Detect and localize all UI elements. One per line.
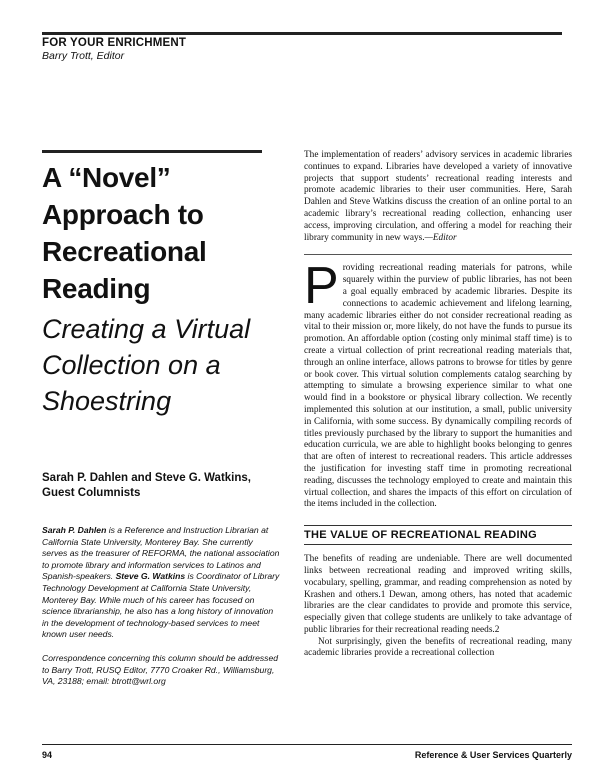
author-bio-text-2: is Coordinator of Library Technology Development at California State University, Monterey Bay. While much of his career has focused on science librarianship, he also has a long history of innovation in the development of technology-based services to meet known user needs. [42, 571, 280, 640]
page-footer [42, 744, 572, 760]
page-number: 94 [42, 750, 53, 760]
intro-separator [304, 254, 572, 255]
body-paragraph-2: The benefits of reading are undeniable. There are well documented links between recreational reading and improved writing skills, vocabulary, spelling, grammar, and reading comprehension as noted by Krashen and others.1 Dewan, among others, has noted that academic libraries are the clear candidates to provide and promote this service, especially given that college students are unlikely to take advantage of public libraries for their recreational reading needs.2 [304, 554, 572, 635]
journal-name: Reference & User Services Quarterly [414, 750, 572, 760]
author-bio [42, 525, 280, 641]
editor-intro-text: The implementation of readers’ advisory services in academic libraries continues to expand. Libraries have developed a variety of innovative projects that support students’ recreational reading interests and promote academic libraries to their user communities. Here, Sarah Dahlen and Steve Watkins discuss the creation of an online portal to an academic library’s recreational reading collection, enhancing user access, improving circulation, and offering a model for reaching their library community in new ways. [304, 150, 572, 243]
author-name-1: Sarah P. Dahlen [42, 525, 107, 535]
correspondence-note: Correspondence concerning this column should be addressed to Barry Trott, RUSQ Editor, 7770 Croaker Rd., Williamsburg, VA, 23188; email: btrott@wrl.org [42, 652, 278, 687]
drop-cap: P [304, 257, 339, 316]
title-rule [42, 150, 262, 153]
article-subtitle: Creating a Virtual Collection on a Shoestring [42, 314, 251, 416]
article-title: A “Novel” Approach to Recreational Reading [42, 162, 207, 304]
column-editor: Barry Trott, Editor [42, 50, 125, 62]
header-rule [42, 32, 562, 35]
editor-signature: —Editor [424, 232, 457, 243]
author-name-2: Steve G. Watkins [115, 571, 186, 582]
right-column [304, 150, 572, 660]
body-paragraph-3: Not surprisingly, given the benefits of recreational reading, many academic libraries provide a recreational collection [304, 636, 572, 659]
body-paragraph-1 [304, 257, 572, 511]
editor-intro [304, 150, 572, 244]
section-heading: THE VALUE OF RECREATIONAL READING [304, 525, 572, 545]
article-authors: Sarah P. Dahlen and Steve G. Watkins, Guest Columnists [42, 472, 251, 499]
author-bio-text-1: is a Reference and Instruction Librarian at California State University, Monterey Bay. She currently serves as the treasurer of REFORMA, the national association to promote library and information services to Latinos and Spanish-speakers. [42, 525, 280, 582]
left-column [42, 150, 280, 688]
column-name: FOR YOUR ENRICHMENT [42, 37, 187, 49]
body-paragraph-1-text: roviding recreational reading materials for patrons, while squarely within the purview of public libraries, has not been a goal equally embraced by academic libraries. Despite its connections to academic achievement and lifelong learning, many academic libraries either do not consider recreational reading as vital to their mission or, more likely, do not have the funds to pursue its promotion. An affordable option (costing only minimal staff time) is to create a virtual collection of print recreational reading materials that, through an online interface, allows patrons to browse for titles by genre or book cover. This virtual solution complements catalog searching by attempting to simulate a browsing experience similar to what one would find in a bookstore or physical library collection. We recently implemented this solution at our institution, a small, public university in California, with some success. By dynamically compiling records of titles previously purchased by the library to support the humanities and education curricula, we are able to highlight books belonging to genres that are often of interest to recreational readers. This article addresses the justification for investing staff time in promoting recreational reading, discusses the technology employed to create and maintain this virtual collection, and shares the impacts of this effort on circulation of the items included in the collection. [304, 263, 572, 510]
running-header [42, 32, 562, 62]
